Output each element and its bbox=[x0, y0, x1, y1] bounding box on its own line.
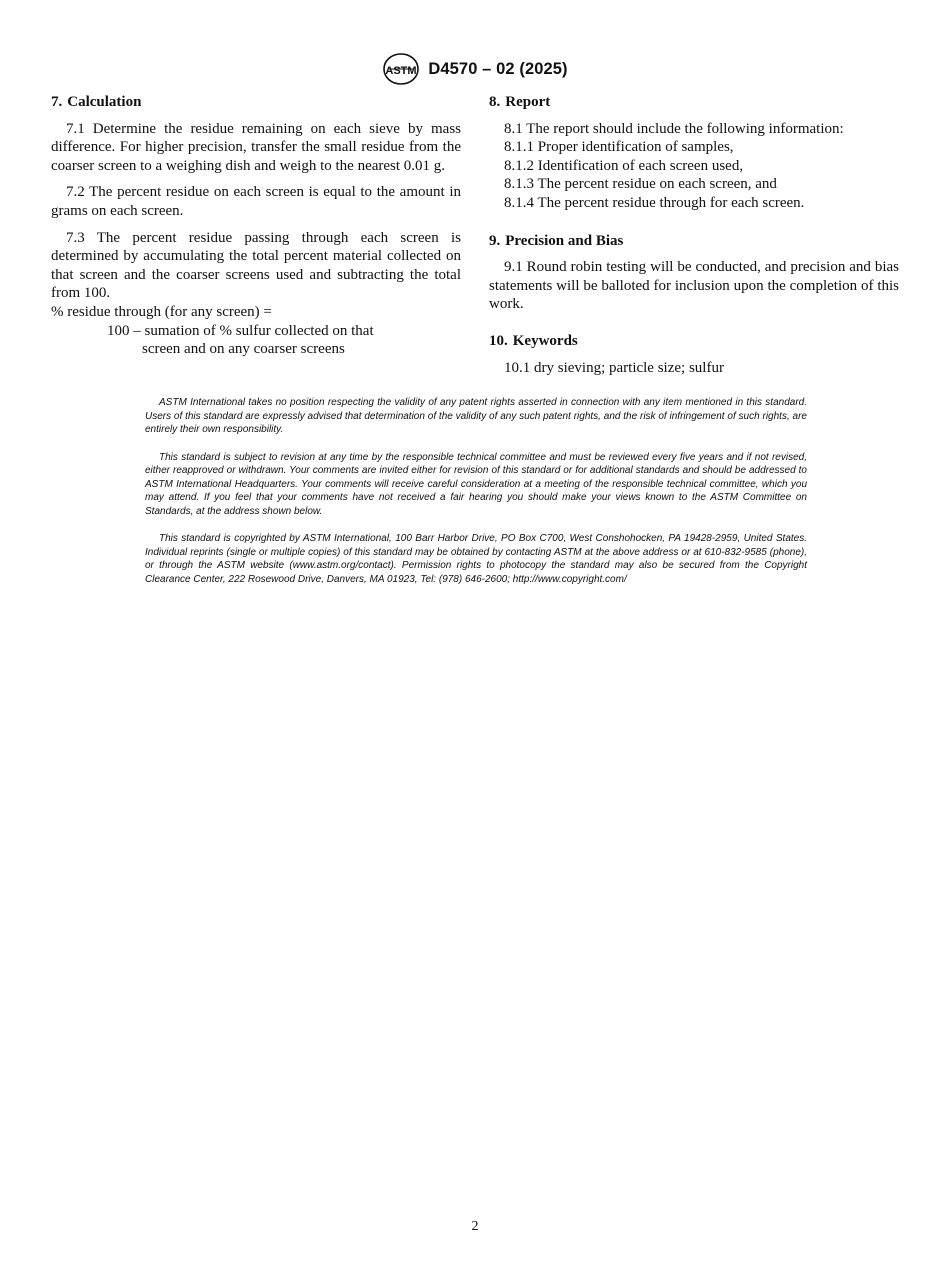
page-number: 2 bbox=[471, 1219, 479, 1234]
paragraph-9-1: 9.1 Round robin testing will be conducted, and precision and bias statements will be balloted for inclusion upon the completion of this work. bbox=[489, 259, 899, 313]
page-header bbox=[0, 52, 950, 86]
section-heading-calculation: 7. Calculation bbox=[51, 94, 142, 110]
legal-notices bbox=[145, 396, 807, 600]
report-item: 8.1.3 The percent residue on each screen, and bbox=[504, 176, 777, 193]
copyright-notice: This standard is copyrighted by ASTM International, 100 Barr Harbor Drive, PO Box C700, West Conshohocken, PA 19428-2959, United States. Individual reprints (single or multiple copies) of this standard may be obtained by contacting ASTM at the above address or at 610-832-9585 (phone), or through the ASTM website (www.astm.org/contact). Permission rights to photocopy the standard may also be secured from the Copyright Clearance Center, 222 Rosewood Drive, Danvers, MA 01923, Tel: (978) 646-2600; http://www.copyright.com/ bbox=[145, 533, 807, 585]
report-item: 8.1.1 Proper identification of samples, bbox=[504, 139, 734, 156]
paragraph-10-1: 10.1 dry sieving; particle size; sulfur bbox=[504, 359, 724, 376]
revision-notice: This standard is subject to revision at any time by the responsible technical committee and must be reviewed every five years and if not revised, either reapproved or withdrawn. Your comments are invited either for revision of this standard or for additional standards and should be addressed to ASTM International Headquarters. Your comments will receive careful consideration at a meeting of the responsible technical committee, which you may attend. If you feel that your comments have not received a fair hearing you should make your views known to the ASTM Committee on Standards, at the address shown below. bbox=[145, 451, 807, 517]
patent-notice: ASTM International takes no position respecting the validity of any patent rights asserted in connection with any item mentioned in this standard. Users of this standard are expressly advised that determination of the validity of any such patent rights, and the risk of infringement of such rights, are entirely their own responsibility. bbox=[145, 397, 807, 435]
standard-designation: D4570 – 02 (2025) bbox=[428, 59, 568, 78]
astm-logo-icon bbox=[382, 53, 420, 85]
formula-line-2: screen and on any coarser screens bbox=[142, 341, 345, 358]
paragraph-7-3: 7.3 The percent residue passing through each screen is determined by accumulating the total percent material collected on that screen and the coarser screens used and subtracting the total from 100. bbox=[51, 229, 461, 302]
svg-text:ASTM: ASTM bbox=[385, 65, 417, 77]
section-heading-keywords: 10. Keywords bbox=[489, 332, 578, 349]
report-item: 8.1.2 Identification of each screen used, bbox=[504, 157, 744, 174]
formula-lead: % residue through (for any screen) = bbox=[51, 303, 272, 320]
report-item: 8.1 The report should include the following information: bbox=[504, 120, 844, 137]
paragraph-7-2: 7.2 The percent residue on each screen is equal to the amount in grams on each screen. bbox=[51, 184, 461, 219]
right-column bbox=[489, 93, 899, 385]
left-column bbox=[51, 93, 461, 359]
paragraph-7-1: 7.1 Determine the residue remaining on each sieve by mass difference. For higher precision, transfer the small residue from the coarser screen to a weighing dish and weigh to the nearest 0.01 g. bbox=[51, 120, 461, 174]
section-heading-precision: 9. Precision and Bias bbox=[489, 232, 624, 249]
section-heading-report: 8. Report bbox=[489, 94, 551, 110]
report-item: 8.1.4 The percent residue through for each screen. bbox=[504, 194, 805, 211]
formula-line-1: 100 – sumation of % sulfur collected on that bbox=[107, 322, 374, 339]
report-items bbox=[489, 120, 899, 213]
